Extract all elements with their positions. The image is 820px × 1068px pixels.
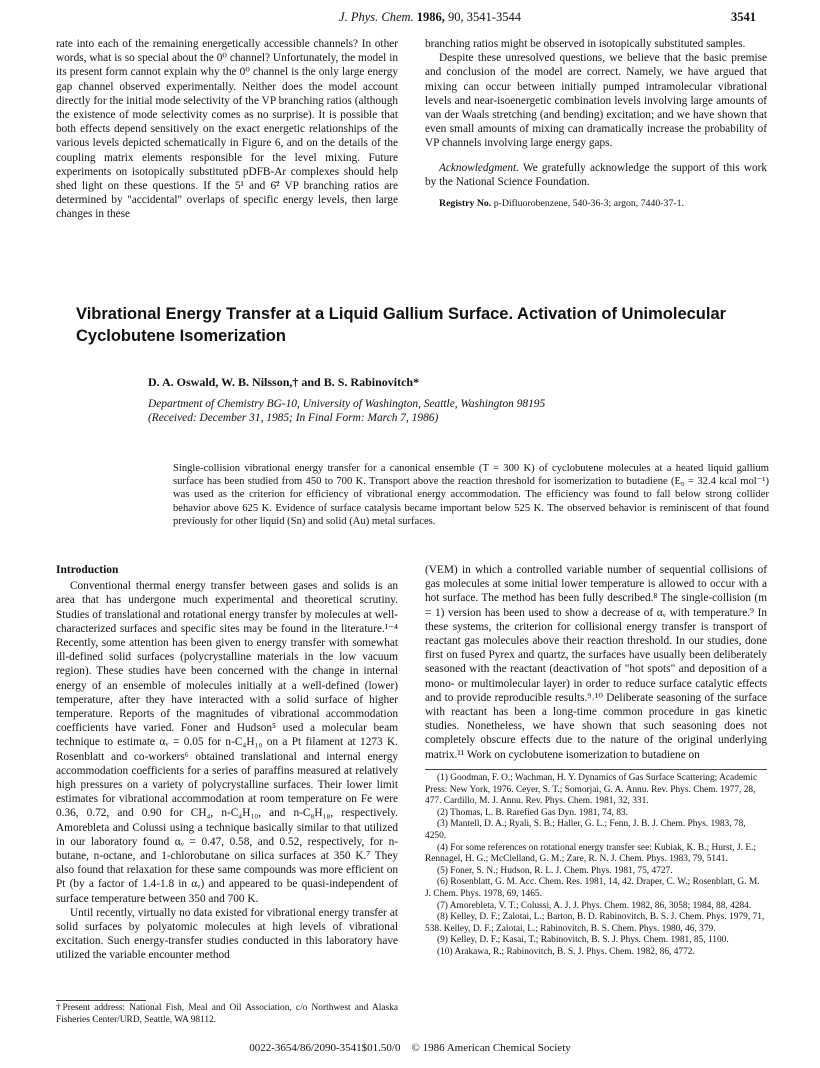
intro-left-column (56, 563, 398, 963)
author-list: D. A. Oswald, W. B. Nilsson,† and B. S. Rabinovitch* (148, 375, 420, 389)
registry-label: Registry No. (439, 198, 492, 210)
prev-article-left-column (56, 37, 398, 222)
reference-item: (5) Foner, S. N.; Hudson, R. L. J. Chem. Phys. 1981, 75, 4727. (437, 865, 673, 876)
paragraph: branching ratios might be observed in isotopically substituted samples. (425, 38, 746, 50)
paragraph: Despite these unresolved questions, we believe that the basic premise and conclusion of the model are correct. Namely, we have argued that mixing can occur between initially pumped intramolecular vibrational levels and near-isoenergetic combination levels involving large amounts of van der Waals stretching (and bending) excitation; and we have shown that even small amounts of mixing can dramatically increase the probability of VP channels involving large energy gaps. (425, 52, 767, 150)
reference-item: (7) Amorebleta, V. T.; Colussi, A. J. J. Phys. Chem. 1982, 86, 3058; 1984, 88, 4284. (437, 900, 752, 911)
registry-text: p-Difluorobenzene, 540-36-3; argon, 7440-37-1. (493, 198, 684, 210)
volume-pages: 90, 3541-3544 (448, 10, 521, 24)
reference-item: (8) Kelley, D. F.; Zalotai, L.; Barton, B. D. Rabinovitch, B. S. J. Chem. Phys. 1979, 71, 538. Kelley, D. F.; Zalotai, L.; Rabinovitch, B. S. Chem. Phys. 1980, 46, 379. (425, 912, 765, 934)
reference-item: (2) Thomas, L. B. Rarefied Gas Dyn. 1981, 74, 83. (437, 807, 628, 818)
reference-item: (10) Arakawa, R.; Rabinovitch, B. S. J. Phys. Chem. 1982, 86, 4772. (437, 946, 695, 957)
registry-numbers (425, 197, 767, 211)
journal-citation (300, 10, 560, 25)
footnote: †Present address: National Fish, Meal and Oil Association, c/o Northwest and Alaska Fisheries Center/URD, Seattle, WA 98112. (56, 1003, 398, 1025)
article-title: Vibrational Energy Transfer at a Liquid Gallium Surface. Activation of Unimolecular Cyclobutene Isomerization (76, 305, 727, 345)
acknowledgment (425, 161, 767, 189)
intro-right-column (425, 563, 767, 762)
reference-item: (9) Kelley, D. F.; Kasai, T.; Rabinovitch, B. S. J. Phys. Chem. 1981, 85, 1100. (437, 935, 729, 946)
reference-item: (3) Mantell, D. A.; Ryali, S. B.; Haller, G. L.; Fenn, J. B. J. Chem. Phys. 1983, 78, 4250. (425, 819, 746, 841)
paragraph: Until recently, virtually no data existed for vibrational energy transfer at solid surfaces by polyatomic molecules at high levels of vibrational excitation. Such energy-transfer studies conducted in this laboratory have utilized the variable encounter method (56, 906, 398, 962)
reference-item: (6) Rosenblatt, G. M. Acc. Chem. Res. 1981, 14, 42. Draper, C. W.; Rosenblatt, G. M. J. Chem. Phys. 1978, 69, 1465. (425, 877, 760, 899)
paragraph: Conventional thermal energy transfer between gases and solids is an area that has undergone much experimental and theoretical scrutiny. Studies of translational and rotational energy transfer by molecules at well-characterized surfaces and specific sites may be found in the literature.¹⁻⁴ Recently, some attention has been given to energy transfer with somewhat ill-defined solid surfaces (polycrystalline materials in the low vacuum region). These studies have been concerned with the change in internal energy of an ensemble of molecules initially at a well-defined (lower) temperature, after they have interacted with a solid surface of higher temperature. Reports of the magnitudes of vibrational accommodation coefficients have varied. Foner and Hudson⁵ used a molecular beam technique to estimate αᵥ = 0.05 for n-C₄H₁₀ on a Pt filament at 1273 K. Rosenblatt and co-workers⁶ obtained translational and internal energy accommodation coefficients for a series of paraffins measured at relatively high pressures on a variety of polycrystalline surfaces. Their lower limit estimates for vibrational accommodation at room temperature on Fe were 0.36, 0.72, and 0.90 for CH₄, n-C₄H₁₀, and n-C₈H₁₈, respectively. Amorebleta and Colussi using a technique basically similar to that utilized in our laboratory found αᵥ = 0.47, 0.58, and 0.52, respectively, for n-butane, n-octane, and 1-chlorobutane on silica surfaces at 350 K.⁷ They also found that relaxation for these same compounds was more efficient on Pt (by a factor of 1.4-1.8 in αᵥ) and appeared to be quasi-independent of surface temperature between 350 and 700 K. (56, 580, 398, 905)
references-list (425, 773, 767, 959)
reference-item: (4) For some references on rotational energy transfer see: Kubiak, K. B.; Hurst, J. E.; Rennagel, H. G.; McClelland, G. M.; Zare, R. N. J. Chem. Phys. 1983, 79, 5141. (425, 842, 757, 865)
journal-year: 1986, (416, 10, 445, 24)
affiliation-block (148, 397, 708, 425)
prev-article-right-column (425, 37, 767, 211)
references-rule (425, 769, 767, 770)
reference-item: (1) Goodman, F. O.; Wachman, H. Y. Dynamics of Gas Surface Scattering; Academic Press: New York, 1976. Ceyer, S. T.; Somorjai, G. A. Annu. Rev. Phys. Chem. 1977, 28, 477. Cardillo, M. J. Annu. Rev. Phys. Chem. 1981, 32, 331. (425, 773, 758, 807)
paragraph: (VEM) in which a controlled variable number of sequential collisions of gas molecules at some initial lower temperature is allowed to occur with a hot surface. The method has been fully described.⁸ The single-collision (m = 1) version has been used to show a decrease of αᵥ with temperature.⁹ In these systems, the criterion for collisional energy transfer is transport of reactant gas molecules above their reaction threshold. In our studies, done first on fused Pyrex and quartz, the surfaces have usually been deliberately seasoned with the reactant (deactivation of "hot spots" and deposition of a mono- or multimolecular layer) in order to reduce surface catalytic effects and to provide reproducible results.⁹˒¹⁰ Deliberate seasoning of the surface with reactant has been a long-time common procedure in gas kinetic studies. Nonetheless, we have shown that such seasoning does not completely obscure effects due to the nature of the original underlying matrix.¹¹ Work on cyclobutene isomerization to butadiene on (425, 564, 767, 761)
acknowledgment-text: We gratefully acknowledge the support of this work by the National Science Foundation. (425, 161, 767, 188)
affiliation: Department of Chemistry BG-10, University of Washington, Seattle, Washington 98195 (148, 398, 546, 410)
footnote-rule (56, 1000, 146, 1001)
page-number: 3541 (731, 10, 756, 24)
bottom-line (0, 1042, 820, 1054)
paragraph: rate into each of the remaining energetically accessible channels? In other words, what is so special about the 0⁰ channel? Unfortunately, the model in its present form cannot explain why the 0⁰ channel is the only large energy gap channel observed experimentally. Neither does the model account directly for the initial mode selectivity of the VP branching ratios (although the existence of mode selectivity comes as no surprise). It is possible that both effects depend sensitively on the exact energetic relationships of the various levels depicted schematically in Figure 6, and on the details of the coupling matrix elements responsible for the level mixing. Future experiments on isotopically substituted pDFB-Ar complexes should help shed light on these questions. If the 5¹ and 6̄² VP branching ratios are determined by "accidental" overlaps of specific energy levels, then large changes in these (56, 38, 398, 221)
section-heading: Introduction (56, 564, 119, 576)
issn-code: 0022-3654/86/2090-3541$01.50/0 (249, 1042, 401, 1054)
abstract: Single-collision vibrational energy transfer for a canonical ensemble (T = 300 K) of cyclobutene molecules at a heated liquid gallium surface has been studied from 450 to 700 K. Transport above the reaction threshold for isomerization to butadiene (E₀ = 32.4 kcal mol⁻¹) was used as the criterion for efficiency of vibrational energy accommodation. The efficiency was found to fall below strong collider behavior above 625 K. Evidence of surface catalysis became important below 525 K. The observed behavior is reminiscent of that found previously for other liquid (Sn) and solid (Au) metal surfaces. (173, 463, 769, 527)
acknowledgment-label: Acknowledgment. (439, 161, 519, 174)
received-dates: (Received: December 31, 1985; In Final Form: March 7, 1986) (148, 412, 439, 424)
running-head (0, 10, 820, 28)
journal-name: J. Phys. Chem. (339, 10, 414, 24)
copyright: © 1986 American Chemical Society (411, 1042, 571, 1054)
